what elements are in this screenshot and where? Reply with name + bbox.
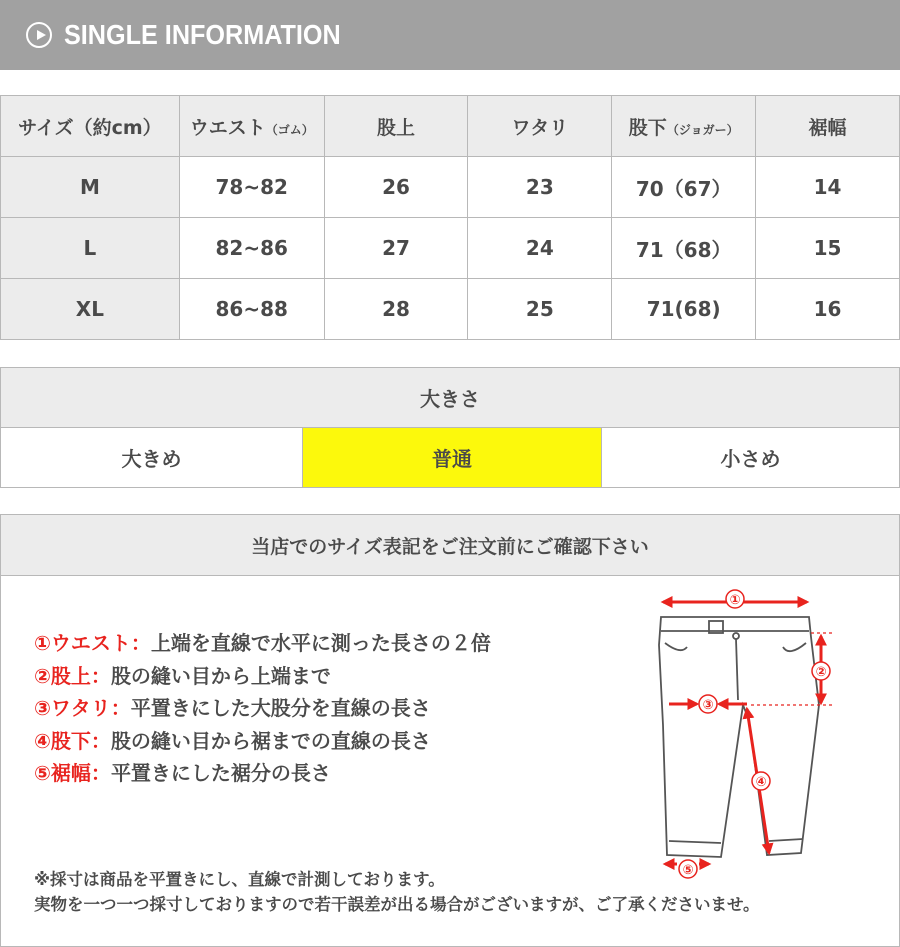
label-hem: ⑤ <box>682 863 694 878</box>
label-thigh: ③ <box>702 698 714 713</box>
size-label: M <box>1 157 180 218</box>
fit-option-regular: 普通 <box>303 428 602 487</box>
measurement-notes <box>0 514 900 947</box>
footnote <box>34 867 760 917</box>
table-cell: 27 <box>324 218 468 279</box>
column-header: ワタリ <box>468 96 612 157</box>
label-inseam: ④ <box>755 775 767 790</box>
table-cell: 23 <box>468 157 612 218</box>
table-cell: 15 <box>756 218 900 279</box>
pants-diagram <box>651 585 851 885</box>
table-header-row <box>1 96 900 157</box>
table-cell: 71（68） <box>612 218 756 279</box>
table-cell: 71(68) <box>612 279 756 340</box>
footnote-line: 実物を一つ一つ採寸しておりますので若干誤差が出る場合がございますが、ご了承くださいませ。 <box>34 895 760 914</box>
fit-caption: 大きさ <box>0 367 900 428</box>
label-rise: ② <box>815 665 827 680</box>
table-row <box>1 279 900 340</box>
table-row <box>1 157 900 218</box>
fit-options <box>0 428 900 488</box>
table-cell: 82~86 <box>179 218 324 279</box>
fit-box <box>0 367 900 488</box>
legend-item: ③ワタリ：平置きにした大股分を直線の長さ <box>34 696 431 720</box>
measurement-legend <box>34 627 491 790</box>
column-header: サイズ（約cm） <box>1 96 180 157</box>
legend-item: ④股下：股の縫い目から裾までの直線の長さ <box>34 728 431 753</box>
play-circle-icon <box>26 22 52 48</box>
table-cell: 16 <box>756 279 900 340</box>
table-cell: 24 <box>468 218 612 279</box>
legend-item: ⑤裾幅：平置きにした裾分の長さ <box>34 761 331 785</box>
section-header <box>0 0 900 70</box>
notes-caption: 当店でのサイズ表記をご注文前にご確認下さい <box>1 515 899 576</box>
column-header: 裾幅 <box>756 96 900 157</box>
pants-outline <box>659 617 819 857</box>
table-cell: 14 <box>756 157 900 218</box>
column-header: 股上 <box>324 96 468 157</box>
table-cell: 26 <box>324 157 468 218</box>
size-label: L <box>1 218 180 279</box>
legend-item: ①ウエスト：上端を直線で水平に測った長さの２倍 <box>34 631 491 655</box>
column-header: 股下（ジョガー） <box>612 96 756 157</box>
section-title: SINGLE INFORMATION <box>64 19 341 50</box>
table-cell: 86~88 <box>179 279 324 340</box>
legend-item: ②股上：股の縫い目から上端まで <box>34 663 331 688</box>
table-cell: 25 <box>468 279 612 340</box>
fit-option-large: 大きめ <box>1 428 303 487</box>
table-cell: 70（67） <box>612 157 756 218</box>
column-header: ウエスト（ゴム） <box>179 96 324 157</box>
size-table <box>0 95 900 340</box>
table-row <box>1 218 900 279</box>
table-cell: 78~82 <box>179 157 324 218</box>
fit-option-small: 小さめ <box>720 447 781 471</box>
size-label: XL <box>1 279 180 340</box>
label-waist: ① <box>729 593 741 608</box>
footnote-line: ※採寸は商品を平置きにし、直線で計測しております。 <box>34 870 445 889</box>
table-cell: 28 <box>324 279 468 340</box>
